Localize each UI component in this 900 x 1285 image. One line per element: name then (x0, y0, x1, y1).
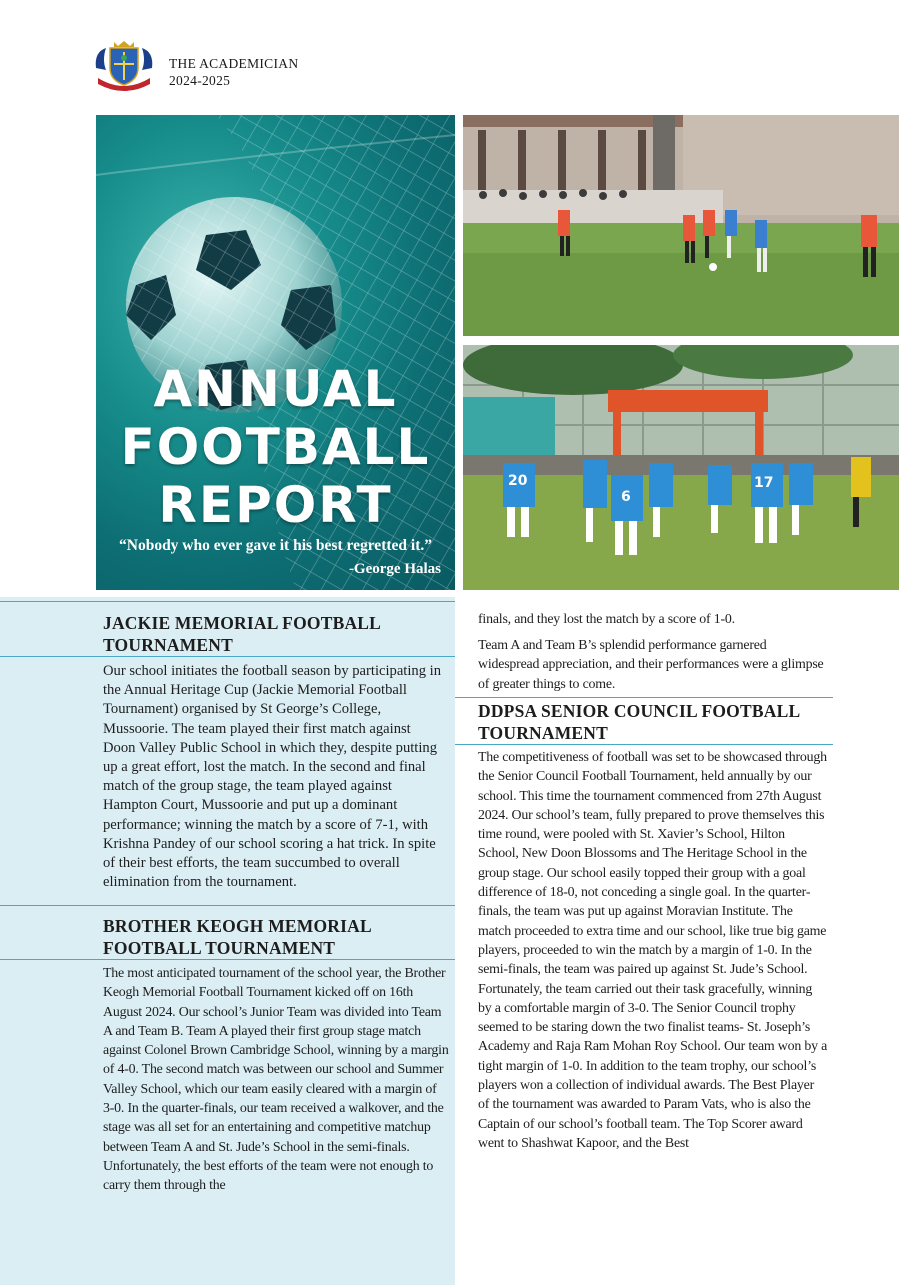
publication-year: 2024-2025 (169, 73, 231, 88)
jackie-memorial-heading: JACKIE MEMORIAL FOOTBALL TOURNAMENT (103, 613, 381, 655)
ddpsa-body: The competitiveness of football was set to be showcased through the Senior Council Football Tournament, held annually by our school. This time the tournament commenced from 27th August 2024. Our school’s team, fully prepared to prove themselves this time round, were pooled with St. Xavier’s School, Hilton School, New Doon Blossoms and The Heritage School in the group stage. Our school easily topped their group with a goal difference of 18-0, not conceding a single goal. In the quarter-finals, the team was put up against Moravian Institute. The match proceeded to extra time and our school, like true big game players, proceeded to win the match by a margin of 1-0. In the semi-finals, the team was paired up against St. Jude’s School. Fortunately, the team carried out their task gracefully, winning by a comfortable margin of 3-0. The Senior Council trophy seemed to be staring down the two finalist teams- St. Joseph’s Academy and Raja Ram Mohan Roy School. Our team won by a tight margin of 1-0. In addition to the team trophy, our school’s players won a collection of individual awards. The Best Player of the tournament was awarded to Param Vats, who is also the Captain of our school’s football team. The Top Scorer award went to Shashwat Kapoor, and the Best (478, 750, 828, 1151)
section-divider (0, 905, 455, 906)
jersey-number-17: 17 (754, 475, 774, 491)
section-divider (0, 601, 455, 602)
section-divider (0, 656, 455, 657)
ddpsa-heading: DDPSA SENIOR COUNCIL FOOTBALL TOURNAMENT (478, 701, 800, 743)
brother-keogh-continued: finals, and they lost the match by a score of 1-0. (478, 612, 735, 627)
hero-title-line-2: FOOTBALL (120, 418, 431, 476)
section-divider (0, 959, 455, 960)
jackie-memorial-body: Our school initiates the football season by participating in the Annual Heritage Cup (Jackie Memorial Football Tournament) organised by St George’s College, Mussoorie. The team played their first match against Doon Valley Public School in which they, despite putting up a great effort, lost the match. In the second and final match of the group stage, the team played against Hampton Court, Mussoorie and put up a dominant performance; winning the match by a score of 7-1, with Krishna Pandey of our school scoring a hat trick. In spite of their best efforts, the team succumbed to overall elimination from the tournament. (103, 663, 442, 891)
hero-title-line-1: ANNUAL (153, 360, 398, 418)
jersey-number-20: 20 (508, 473, 528, 489)
section-divider (455, 697, 833, 698)
publication-name: THE ACADEMICIAN (169, 56, 299, 71)
brother-keogh-body: The most anticipated tournament of the school year, the Brother Keogh Memorial Football Tournament kicked off on 16th August 2024. Our school’s Junior Team was divided into Team A and Team B. Team A played their first group stage match against Colonel Brown Cambridge School, winning by a margin of 4-0. The second match was between our school and Summer Valley School, which our team easily cleared with a margin of 3-0. In the quarter-finals, our team received a walkover, and the stage was all set for an entertaining and competitive matchup between Team A and St. Jude’s School in the semi-finals. Unfortunately, the best efforts of the team were not enough to carry them through the (103, 966, 449, 1194)
jersey-number-6: 6 (621, 489, 631, 505)
football-match-photo-1 (463, 115, 899, 336)
football-match-photo-2 (463, 345, 899, 590)
hero-title (96, 360, 455, 534)
hero-banner (96, 115, 455, 590)
publication-header (169, 55, 298, 89)
hero-quote: “Nobody who ever gave it his best regretted it.” (119, 537, 432, 554)
school-crest-logo (92, 38, 156, 96)
section-divider (455, 744, 833, 745)
hero-quote-author: -George Halas (348, 561, 441, 577)
hero-title-line-3: REPORT (158, 476, 393, 534)
brother-keogh-heading: BROTHER KEOGH MEMORIAL FOOTBALL TOURNAMENT (103, 916, 371, 958)
brother-keogh-closing: Team A and Team B’s splendid performance garnered widespread appreciation, and their performances were a glimpse of greater things to come. (478, 638, 824, 692)
